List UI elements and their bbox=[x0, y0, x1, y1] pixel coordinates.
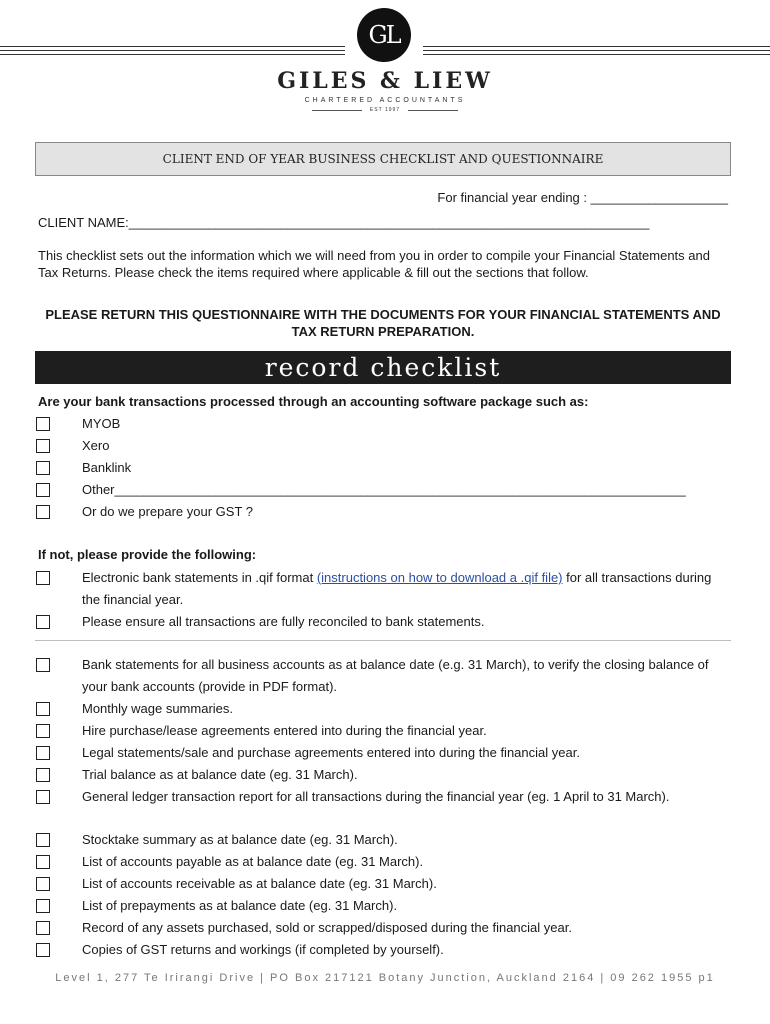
checkbox-label: Hire purchase/lease agreements entered into during the financial year. bbox=[82, 723, 487, 738]
checkbox-label bbox=[82, 567, 732, 611]
checkbox-label: Bank statements for all business accounts as at balance date (e.g. 31 March), to verify the closing balance of your bank accounts (provide in PDF format). bbox=[82, 657, 709, 694]
brand-name: GILES & LIEW bbox=[277, 68, 493, 94]
checkbox[interactable] bbox=[36, 855, 50, 869]
software-question-heading: Are your bank transactions processed through an accounting software package such as: bbox=[38, 394, 589, 409]
checkbox-label: Please ensure all transactions are fully reconciled to bank statements. bbox=[82, 614, 485, 629]
checkbox-label: Or do we prepare your GST ? bbox=[82, 504, 254, 519]
checkbox[interactable] bbox=[36, 877, 50, 891]
checkbox[interactable] bbox=[36, 833, 50, 847]
header-rule-left bbox=[0, 44, 345, 57]
checkbox-label: Legal statements/sale and purchase agreements entered into during the financial year. bbox=[82, 745, 580, 760]
qif-suffix: for all transactions during the financial year. bbox=[82, 570, 712, 607]
logo-monogram: GL bbox=[357, 8, 411, 62]
section-divider bbox=[35, 640, 731, 641]
checkbox[interactable] bbox=[36, 768, 50, 782]
checkbox-label: List of accounts payable as at balance date (eg. 31 March). bbox=[82, 854, 424, 869]
checkbox[interactable] bbox=[36, 943, 50, 957]
checkbox-label: Record of any assets purchased, sold or scrapped/disposed during the financial year. bbox=[82, 920, 572, 935]
brand-established: EST 1997 bbox=[369, 107, 401, 113]
footer-address: Level 1, 277 Te Irirangi Drive | PO Box 217121 Botany Junction, Auckland 2164 | 09 262 1955 p1 bbox=[55, 972, 715, 984]
checkbox[interactable] bbox=[36, 658, 50, 672]
financial-year-field[interactable]: For financial year ending : ___________________ bbox=[437, 190, 728, 205]
checkbox-label: List of accounts receivable as at balance date (eg. 31 March). bbox=[82, 876, 437, 891]
checkbox[interactable] bbox=[36, 899, 50, 913]
if-not-heading: If not, please provide the following: bbox=[38, 547, 257, 562]
checkbox[interactable] bbox=[36, 571, 50, 585]
header-rule-right bbox=[423, 44, 770, 57]
checkbox-label: Banklink bbox=[82, 460, 132, 475]
checkbox[interactable] bbox=[36, 483, 50, 497]
checkbox[interactable] bbox=[36, 439, 50, 453]
checkbox[interactable] bbox=[36, 702, 50, 716]
brand-subtitle: CHARTERED ACCOUNTANTS bbox=[304, 97, 466, 104]
checkbox-label: General ledger transaction report for all transactions during the financial year (eg. 1 April to 31 March). bbox=[82, 789, 670, 804]
qif-prefix: Electronic bank statements in .qif format bbox=[82, 570, 317, 585]
checkbox-label: Copies of GST returns and workings (if completed by yourself). bbox=[82, 942, 444, 957]
checkbox-label: Trial balance as at balance date (eg. 31 March). bbox=[82, 767, 358, 782]
checkbox-label: Stocktake summary as at balance date (eg. 31 March). bbox=[82, 832, 398, 847]
checkbox[interactable] bbox=[36, 417, 50, 431]
checkbox[interactable] bbox=[36, 790, 50, 804]
qif-instructions-link[interactable]: (instructions on how to download a .qif file) bbox=[316, 570, 563, 585]
checkbox[interactable] bbox=[36, 724, 50, 738]
checkbox[interactable] bbox=[36, 505, 50, 519]
document-title: CLIENT END OF YEAR BUSINESS CHECKLIST AND QUESTIONNAIRE bbox=[35, 142, 731, 176]
checkbox[interactable] bbox=[36, 746, 50, 760]
checkbox-label: Xero bbox=[82, 438, 110, 453]
checkbox-label: Monthly wage summaries. bbox=[82, 701, 233, 716]
checkbox-label: List of prepayments as at balance date (eg. 31 March). bbox=[82, 898, 398, 913]
checkbox-label: MYOB bbox=[82, 416, 121, 431]
return-note: PLEASE RETURN THIS QUESTIONNAIRE WITH THE DOCUMENTS FOR YOUR FINANCIAL STATEMENTS AND TAX RETURN PREPARATION. bbox=[45, 307, 721, 339]
intro-text: This checklist sets out the information which we will need from you in order to compile your Financial Statements and Tax Returns. Please check the items required where applicable & fill out the sections that follow. bbox=[38, 248, 710, 280]
checkbox-label: Other_______________________________________________________________________________ bbox=[82, 482, 686, 497]
checkbox[interactable] bbox=[36, 615, 50, 629]
client-name-field[interactable]: CLIENT NAME:________________________________________________________________________ bbox=[38, 215, 650, 230]
checkbox[interactable] bbox=[36, 461, 50, 475]
section-title: record checklist bbox=[35, 351, 731, 384]
checkbox[interactable] bbox=[36, 921, 50, 935]
